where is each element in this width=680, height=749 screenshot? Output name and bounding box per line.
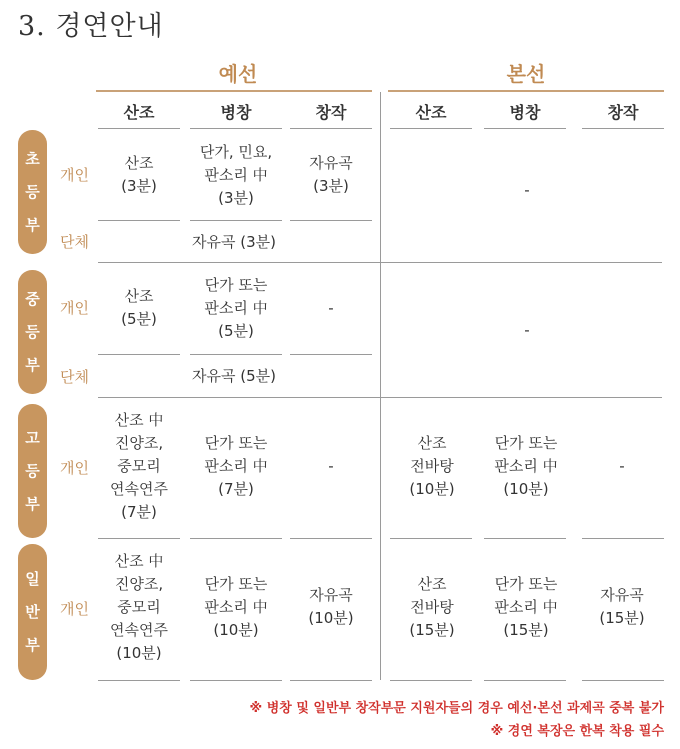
stage-final-header: 본선 [506,62,546,86]
row-label-individual: 개인 [60,459,89,477]
col-final-byeongchang: 병창 [509,103,541,122]
col-prelim-byeongchang: 병창 [220,103,252,122]
cell-elem-ind-sanjo: 산조 (3분) [121,154,157,195]
row-label-group: 단체 [60,233,89,251]
row-separator [290,680,372,681]
stage-prelim-header: 예선 [218,62,258,86]
cell-elem-ind-changjak: 자유곡 (3분) [309,154,353,195]
header-underline [190,128,282,129]
header-underline [290,128,372,129]
cell-high-sanjo: 산조 中 진양조, 중모리 연속연주 (7분) [110,410,168,521]
cell-elem-final: - [524,180,530,199]
col-final-changjak: 창작 [607,103,639,122]
cell-mid-ind-byeongchang: 단가 또는 판소리 中 (5분) [204,275,268,340]
division-badge-high: 고 등 부 [18,404,47,538]
page-title: 3. 경연안내 [18,11,164,42]
division-separator [98,397,662,398]
row-separator [190,354,282,355]
header-underline [484,128,566,129]
stage-prelim-underline [96,90,372,92]
row-separator [582,680,664,681]
header-underline [98,128,180,129]
row-separator [290,538,372,539]
cell-gen-byeongchang: 단가 또는 판소리 中 (10분) [204,574,268,639]
row-label-individual: 개인 [60,299,89,317]
division-separator [98,262,662,263]
row-separator [290,354,372,355]
cell-mid-group: 자유곡 (5분) [192,366,276,385]
cell-elem-ind-byeongchang: 단가, 민요, 판소리 中 (3분) [199,142,273,207]
row-separator [98,354,180,355]
footnote: ※ 경연 복장은 한복 착용 필수 [490,724,664,739]
cell-mid-ind-changjak: - [328,298,334,317]
row-label-group: 단체 [60,368,89,386]
header-underline [582,128,664,129]
row-separator [484,680,566,681]
col-prelim-changjak: 창작 [315,103,347,122]
cell-elem-group: 자유곡 (3분) [192,232,276,251]
row-separator [190,538,282,539]
footnote: ※ 병창 및 일반부 창작부문 지원자들의 경우 예선·본선 과제곡 중복 불가 [249,701,664,716]
row-separator [290,220,372,221]
row-separator [98,680,180,681]
cell-gen-changjak: 자유곡 (10분) [308,586,354,627]
row-separator [484,538,566,539]
row-label-individual: 개인 [60,600,89,618]
cell-gen-sanjo: 산조 中 진양조, 중모리 연속연주 (10분) [110,551,168,662]
cell-gen-final-byeongchang: 단가 또는 판소리 中 (15분) [494,574,558,639]
cell-high-byeongchang: 단가 또는 판소리 中 (7분) [204,433,268,498]
cell-mid-ind-sanjo: 산조 (5분) [121,287,157,328]
header-underline [390,128,472,129]
row-separator [582,538,664,539]
row-label-individual: 개인 [60,166,89,184]
stage-divider [380,92,381,680]
row-separator [390,538,472,539]
col-prelim-sanjo: 산조 [123,103,155,122]
stage-final-underline [388,90,664,92]
division-badge-general: 일 반 부 [18,544,47,680]
row-separator [390,680,472,681]
division-badge-middle: 중 등 부 [18,270,47,394]
division-badge-elementary: 초 등 부 [18,130,47,254]
cell-gen-final-sanjo: 산조 전바탕 (15분) [409,574,455,639]
cell-high-final-changjak: - [619,456,625,475]
col-final-sanjo: 산조 [415,103,447,122]
cell-high-final-byeongchang: 단가 또는 판소리 中 (10분) [494,433,558,498]
cell-high-final-sanjo: 산조 전바탕 (10분) [409,433,455,498]
row-separator [190,220,282,221]
cell-high-changjak: - [328,456,334,475]
cell-gen-final-changjak: 자유곡 (15분) [599,586,645,627]
row-separator [190,680,282,681]
row-separator [98,220,180,221]
cell-mid-final: - [524,320,530,339]
row-separator [98,538,180,539]
